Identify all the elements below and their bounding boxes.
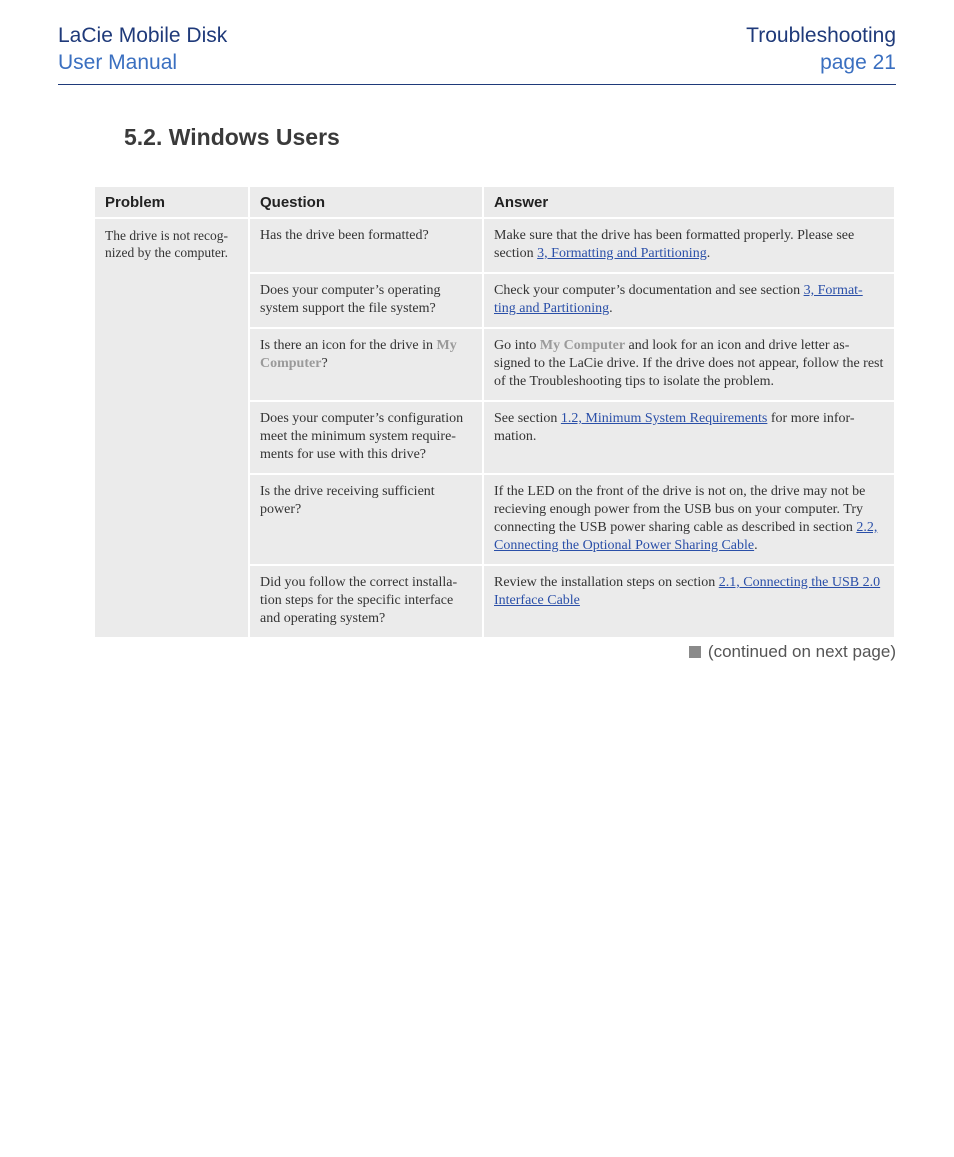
my-computer-label: My Computer	[539, 338, 626, 353]
answer-cell: If the LED on the front of the drive is not on, the drive may not be recieving enough power from the USB bus on your computer. Try connecting the USB power sharing cable as described in section 2.2, Connecting the Optional Power Sharing Cable.	[483, 474, 895, 565]
square-bullet-icon	[689, 646, 701, 658]
problem-cell: The drive is not recog-nized by the computer.	[94, 218, 249, 638]
header-divider	[58, 84, 896, 85]
section-title: 5.2. Windows Users	[124, 124, 340, 150]
question-cell: Does your computer’s configuration meet the minimum system require-ments for use with this drive?	[249, 401, 483, 474]
section-link[interactable]: 3, Format-ting and Partitioning	[494, 283, 863, 316]
table-row	[94, 218, 895, 273]
section-link[interactable]: 2.1, Connecting the USB 2.0 Interface Cable	[494, 575, 881, 608]
troubleshooting-table	[93, 185, 896, 639]
section-link[interactable]: 1.2, Minimum System Requirements	[560, 411, 768, 426]
header-right	[746, 22, 896, 76]
my-computer-label: My Computer	[260, 338, 457, 371]
column-header-problem: Problem	[94, 186, 249, 218]
answer-cell: Go into My Computer and look for an icon and drive letter as-signed to the LaCie drive. If the drive does not appear, follow the rest of the Troubleshooting tips to isolate the problem.	[483, 328, 895, 401]
chapter-title: Troubleshooting	[746, 24, 896, 47]
question-cell: Is there an icon for the drive in My Computer?	[249, 328, 483, 401]
answer-cell: Review the installation steps on section 2.1, Connecting the USB 2.0 Interface Cable	[483, 565, 895, 638]
question-cell: Has the drive been formatted?	[249, 218, 483, 273]
question-cell: Is the drive receiving sufficient power?	[249, 474, 483, 565]
column-header-answer: Answer	[483, 186, 895, 218]
column-header-question: Question	[249, 186, 483, 218]
doc-type: User Manual	[58, 51, 178, 74]
continued-note	[689, 642, 896, 662]
header-left	[58, 22, 227, 76]
product-name: LaCie Mobile Disk	[58, 24, 228, 47]
answer-cell: See section 1.2, Minimum System Requirements for more infor-mation.	[483, 401, 895, 474]
question-cell: Does your computer’s operating system support the file system?	[249, 273, 483, 328]
continued-text: (continued on next page)	[707, 642, 896, 661]
section-link[interactable]: 2.2, Connecting the Optional Power Sharing Cable	[494, 520, 878, 553]
answer-cell: Make sure that the drive has been formatted properly. Please see section 3, Formatting and Partitioning.	[483, 218, 895, 273]
question-cell: Did you follow the correct installa-tion steps for the specific interface and operating system?	[249, 565, 483, 638]
page-number: page 21	[820, 51, 896, 74]
section-link[interactable]: 3, Formatting and Partitioning	[537, 246, 707, 261]
answer-cell: Check your computer’s documentation and see section 3, Format-ting and Partitioning.	[483, 273, 895, 328]
table-header-row	[94, 186, 895, 218]
